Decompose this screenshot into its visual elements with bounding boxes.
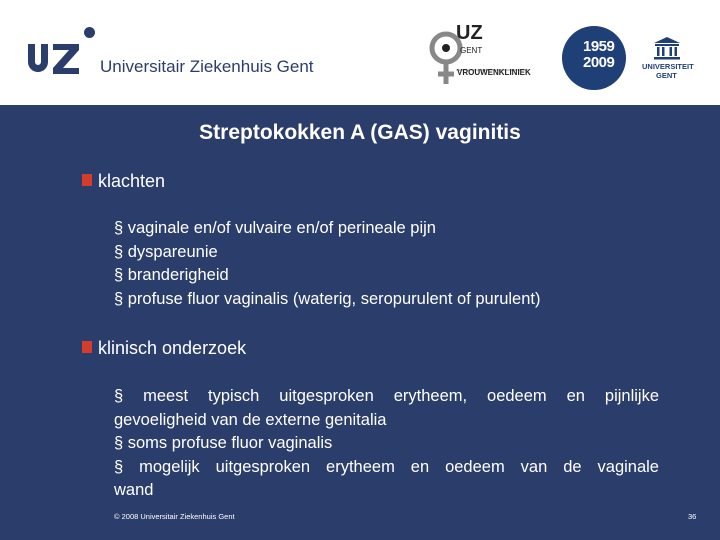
header-bar [0,0,720,105]
slide-title: Streptokokken A (GAS) vaginitis [199,121,521,144]
section-heading-klachten: klachten [98,171,166,191]
vrouwenkliniek-uz: UZ [456,22,483,44]
anniversary-year-2: 2009 [583,54,615,71]
ugent-building-icon [652,36,682,60]
ugent-name-line1: UNIVERSITEIT [642,62,694,71]
uz-logo-icon [26,40,82,76]
klachten-list [114,217,540,311]
list-item: wand [114,481,154,499]
vrouwenkliniek-name: VROUWENKLINIEK [457,68,531,77]
list-item: § profuse fluor vaginalis (waterig, seropurulent of purulent) [114,289,541,308]
onderzoek-list [114,385,659,503]
list-item: § soms profuse fluor vaginalis [114,434,333,452]
page-number: 36 [688,512,697,521]
vrouwenkliniek-logo-icon [428,22,544,88]
list-item: § dyspareunie [114,242,218,261]
uz-logo-dot [84,27,95,38]
ugent-name-line2: GENT [656,71,677,80]
vrouwenkliniek-gent: GENT [460,46,483,55]
list-item: § mogelijk uitgesproken erytheem en oedeem van de vaginale [114,457,659,476]
hospital-name: Universitair Ziekenhuis Gent [100,57,314,76]
section-bullet-icon [82,174,92,186]
list-item: § meest typisch uitgesproken erytheem, oedeem en pijnlijke [114,387,659,405]
list-item: § vaginale en/of vulvaire en/of perineale pijn [114,219,436,237]
list-item: § branderigheid [114,266,229,284]
section-heading-klinisch-onderzoek: klinisch onderzoek [98,338,247,358]
section-bullet-icon [82,341,92,353]
list-item: gevoeligheid van de externe genitalia [114,410,387,429]
anniversary-year-1: 1959 [583,38,615,55]
footer-copyright: © 2008 Universitair Ziekenhuis Gent [114,512,235,521]
